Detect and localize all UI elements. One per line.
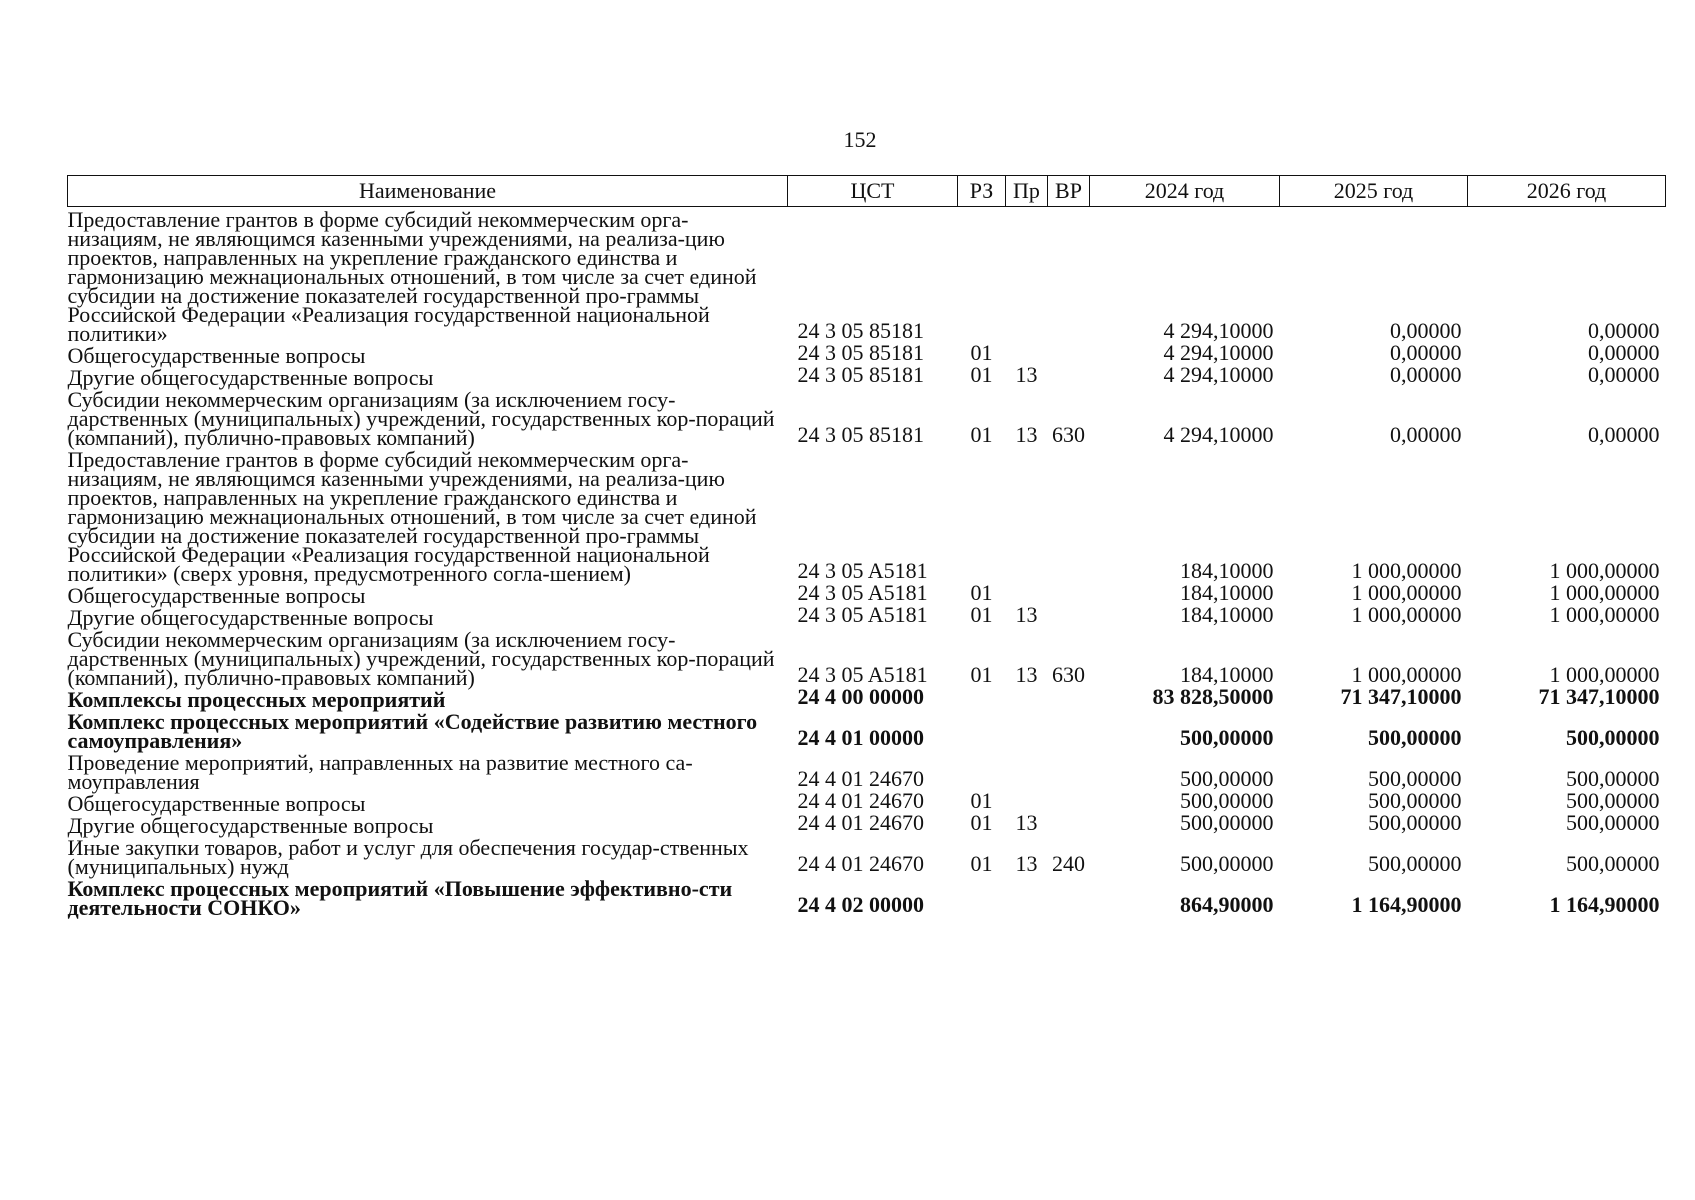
row-vr [1048, 687, 1090, 709]
row-amount-2025: 500,00000 [1368, 788, 1462, 813]
row-pr: 13 [1015, 362, 1038, 387]
row-vr [1048, 207, 1090, 344]
row-name: Комплекс процессных мероприятий «Содействие развитию местного самоуправления» [67, 709, 758, 753]
row-pr [1006, 207, 1048, 344]
row-amount-2024: 500,00000 [1180, 725, 1274, 750]
row-cst: 24 3 05 A5181 [797, 558, 928, 583]
row-rz: 01 [970, 788, 993, 813]
row-amount-2026: 1 000,00000 [1549, 558, 1660, 583]
row-amount-2025: 500,00000 [1368, 725, 1462, 750]
row-amount-2025: 0,00000 [1390, 340, 1462, 365]
row-rz [958, 687, 1006, 709]
table-row [68, 387, 1666, 447]
row-amount-2025: 1 000,00000 [1351, 662, 1462, 687]
row-amount-2024: 184,10000 [1180, 580, 1274, 605]
row-amount-2026: 0,00000 [1588, 318, 1660, 343]
row-amount-2026: 1 000,00000 [1549, 662, 1660, 687]
row-cst: 24 3 05 85181 [797, 340, 924, 365]
row-pr [1006, 687, 1048, 709]
row-amount-2024: 500,00000 [1180, 788, 1274, 813]
row-name: Иные закупки товаров, работ и услуг для обеспечения государ-ственных (муниципальных) нужд [67, 835, 749, 879]
header-pr: Пр [1006, 176, 1048, 207]
row-vr [1048, 876, 1090, 917]
row-name: Общегосударственные вопросы [67, 343, 366, 368]
row-amount-2026: 1 000,00000 [1549, 580, 1660, 605]
row-name: Другие общегосударственные вопросы [67, 605, 434, 630]
row-vr [1048, 791, 1090, 813]
row-cst: 24 3 05 A5181 [797, 662, 928, 687]
header-rz: РЗ [958, 176, 1006, 207]
table-row [68, 207, 1666, 344]
row-vr [1048, 365, 1090, 387]
row-amount-2026: 500,00000 [1566, 766, 1660, 791]
row-cst: 24 4 01 24670 [797, 851, 924, 876]
row-cst: 24 3 05 85181 [797, 362, 924, 387]
row-amount-2025: 0,00000 [1390, 422, 1462, 447]
table-body [68, 207, 1666, 918]
row-rz [958, 447, 1006, 583]
row-amount-2026: 0,00000 [1588, 362, 1660, 387]
row-amount-2026: 1 000,00000 [1549, 602, 1660, 627]
row-amount-2024: 184,10000 [1180, 662, 1274, 687]
page-number: 152 [843, 127, 877, 152]
row-amount-2024: 4 294,10000 [1163, 362, 1274, 387]
row-amount-2026: 0,00000 [1588, 422, 1660, 447]
table-row [68, 605, 1666, 627]
row-amount-2025: 0,00000 [1390, 318, 1462, 343]
row-amount-2024: 864,90000 [1180, 892, 1274, 917]
table-row [68, 813, 1666, 835]
row-cst: 24 3 05 A5181 [797, 602, 928, 627]
table-row [68, 709, 1666, 750]
row-cst: 24 4 01 24670 [797, 810, 924, 835]
row-cst: 24 3 05 A5181 [797, 580, 928, 605]
row-name: Другие общегосударственные вопросы [67, 365, 434, 390]
header-name: Наименование [68, 176, 788, 207]
row-amount-2026: 1 164,90000 [1549, 892, 1660, 917]
row-vr: 630 [1052, 422, 1085, 447]
row-pr: 13 [1015, 810, 1038, 835]
row-pr [1006, 876, 1048, 917]
table-row [68, 835, 1666, 876]
row-amount-2025: 500,00000 [1368, 766, 1462, 791]
header-2026: 2026 год [1468, 176, 1666, 207]
row-pr: 13 [1015, 602, 1038, 627]
row-amount-2025: 1 000,00000 [1351, 580, 1462, 605]
row-cst: 24 4 01 00000 [797, 725, 924, 750]
row-amount-2025: 1 164,90000 [1351, 892, 1462, 917]
row-amount-2026: 500,00000 [1566, 725, 1660, 750]
row-pr: 13 [1015, 662, 1038, 687]
row-rz: 01 [970, 340, 993, 365]
row-name: Общегосударственные вопросы [67, 583, 366, 608]
row-amount-2024: 4 294,10000 [1163, 318, 1274, 343]
row-cst: 24 4 00 00000 [797, 684, 924, 709]
row-rz [958, 750, 1006, 791]
row-vr [1048, 813, 1090, 835]
header-2025: 2025 год [1280, 176, 1468, 207]
row-amount-2024: 4 294,10000 [1163, 340, 1274, 365]
row-amount-2025: 0,00000 [1390, 362, 1462, 387]
row-rz: 01 [970, 362, 993, 387]
row-cst: 24 4 02 00000 [797, 892, 924, 917]
table-row [68, 687, 1666, 709]
row-rz: 01 [970, 422, 993, 447]
row-name: Проведение мероприятий, направленных на развитие местного са-моуправления [67, 750, 693, 794]
row-name: Общегосударственные вопросы [67, 791, 366, 816]
row-amount-2026: 500,00000 [1566, 810, 1660, 835]
row-pr: 13 [1015, 422, 1038, 447]
row-rz [958, 709, 1006, 750]
row-name: Субсидии некоммерческим организациям (за исключением госу-дарственных (муниципальных) учреждений, государственных кор-пораций (компаний), публично-правовых компаний) [67, 387, 775, 450]
table-row [68, 447, 1666, 583]
row-pr [1006, 750, 1048, 791]
row-rz: 01 [970, 810, 993, 835]
row-amount-2024: 500,00000 [1180, 766, 1274, 791]
row-amount-2024: 4 294,10000 [1163, 422, 1274, 447]
row-vr [1048, 447, 1090, 583]
row-amount-2026: 0,00000 [1588, 340, 1660, 365]
budget-table [67, 175, 1666, 920]
row-vr [1048, 583, 1090, 605]
row-vr: 240 [1052, 851, 1085, 876]
table-row [68, 627, 1666, 687]
row-vr [1048, 750, 1090, 791]
row-rz: 01 [970, 580, 993, 605]
header-cst: ЦСТ [788, 176, 958, 207]
row-amount-2025: 1 000,00000 [1351, 602, 1462, 627]
row-cst: 24 3 05 85181 [797, 318, 924, 343]
header-row [68, 176, 1666, 207]
table-row [68, 365, 1666, 387]
row-vr: 630 [1052, 662, 1085, 687]
row-cst: 24 3 05 85181 [797, 422, 924, 447]
row-cst: 24 4 01 24670 [797, 766, 924, 791]
row-amount-2026: 500,00000 [1566, 851, 1660, 876]
row-amount-2025: 500,00000 [1368, 810, 1462, 835]
row-cst: 24 4 01 24670 [797, 788, 924, 813]
table-row [68, 750, 1666, 791]
row-amount-2024: 500,00000 [1180, 851, 1274, 876]
row-amount-2025: 500,00000 [1368, 851, 1462, 876]
row-name: Предоставление грантов в форме субсидий некоммерческим орга-низациям, не являющимся казенными учреждениями, на реализа-цию проектов, направленных на укрепление гражданского единства и гармонизацию межнациональных отношений, в том числе за счет единой субсидии на достижение показателей государственной про-граммы Российской Федерации «Реализация государственной национальной политики» [67, 207, 757, 346]
row-name: Комплексы процессных мероприятий [67, 687, 446, 712]
row-name: Комплекс процессных мероприятий «Повышение эффективно-сти деятельности СОНКО» [67, 876, 733, 920]
row-amount-2024: 500,00000 [1180, 810, 1274, 835]
row-amount-2026: 500,00000 [1566, 788, 1660, 813]
row-amount-2026: 71 347,10000 [1538, 684, 1660, 709]
row-rz: 01 [970, 602, 993, 627]
row-name: Другие общегосударственные вопросы [67, 813, 434, 838]
header-vr: ВР [1048, 176, 1090, 207]
row-amount-2025: 71 347,10000 [1340, 684, 1462, 709]
row-pr [1006, 447, 1048, 583]
row-vr [1048, 605, 1090, 627]
row-rz [958, 207, 1006, 344]
row-rz: 01 [970, 851, 993, 876]
table-header [68, 176, 1666, 207]
row-name: Предоставление грантов в форме субсидий некоммерческим орга-низациям, не являющимся казенными учреждениями, на реализа-цию проектов, направленных на укрепление гражданского единства и гармонизацию межнациональных отношений, в том числе за счет единой субсидии на достижение показателей государственной про-граммы Российской Федерации «Реализация государственной национальной политики» (сверх уровня, предусмотренного согла-шением) [67, 447, 757, 586]
header-2024: 2024 год [1090, 176, 1280, 207]
row-rz [958, 876, 1006, 917]
table-row [68, 876, 1666, 917]
row-pr [1006, 709, 1048, 750]
row-amount-2024: 184,10000 [1180, 558, 1274, 583]
row-vr [1048, 709, 1090, 750]
row-name: Субсидии некоммерческим организациям (за исключением госу-дарственных (муниципальных) учреждений, государственных кор-пораций (компаний), публично-правовых компаний) [67, 627, 775, 690]
row-pr: 13 [1015, 851, 1038, 876]
row-amount-2024: 83 828,50000 [1152, 684, 1274, 709]
row-rz: 01 [970, 662, 993, 687]
row-amount-2024: 184,10000 [1180, 602, 1274, 627]
row-amount-2025: 1 000,00000 [1351, 558, 1462, 583]
row-vr [1048, 343, 1090, 365]
